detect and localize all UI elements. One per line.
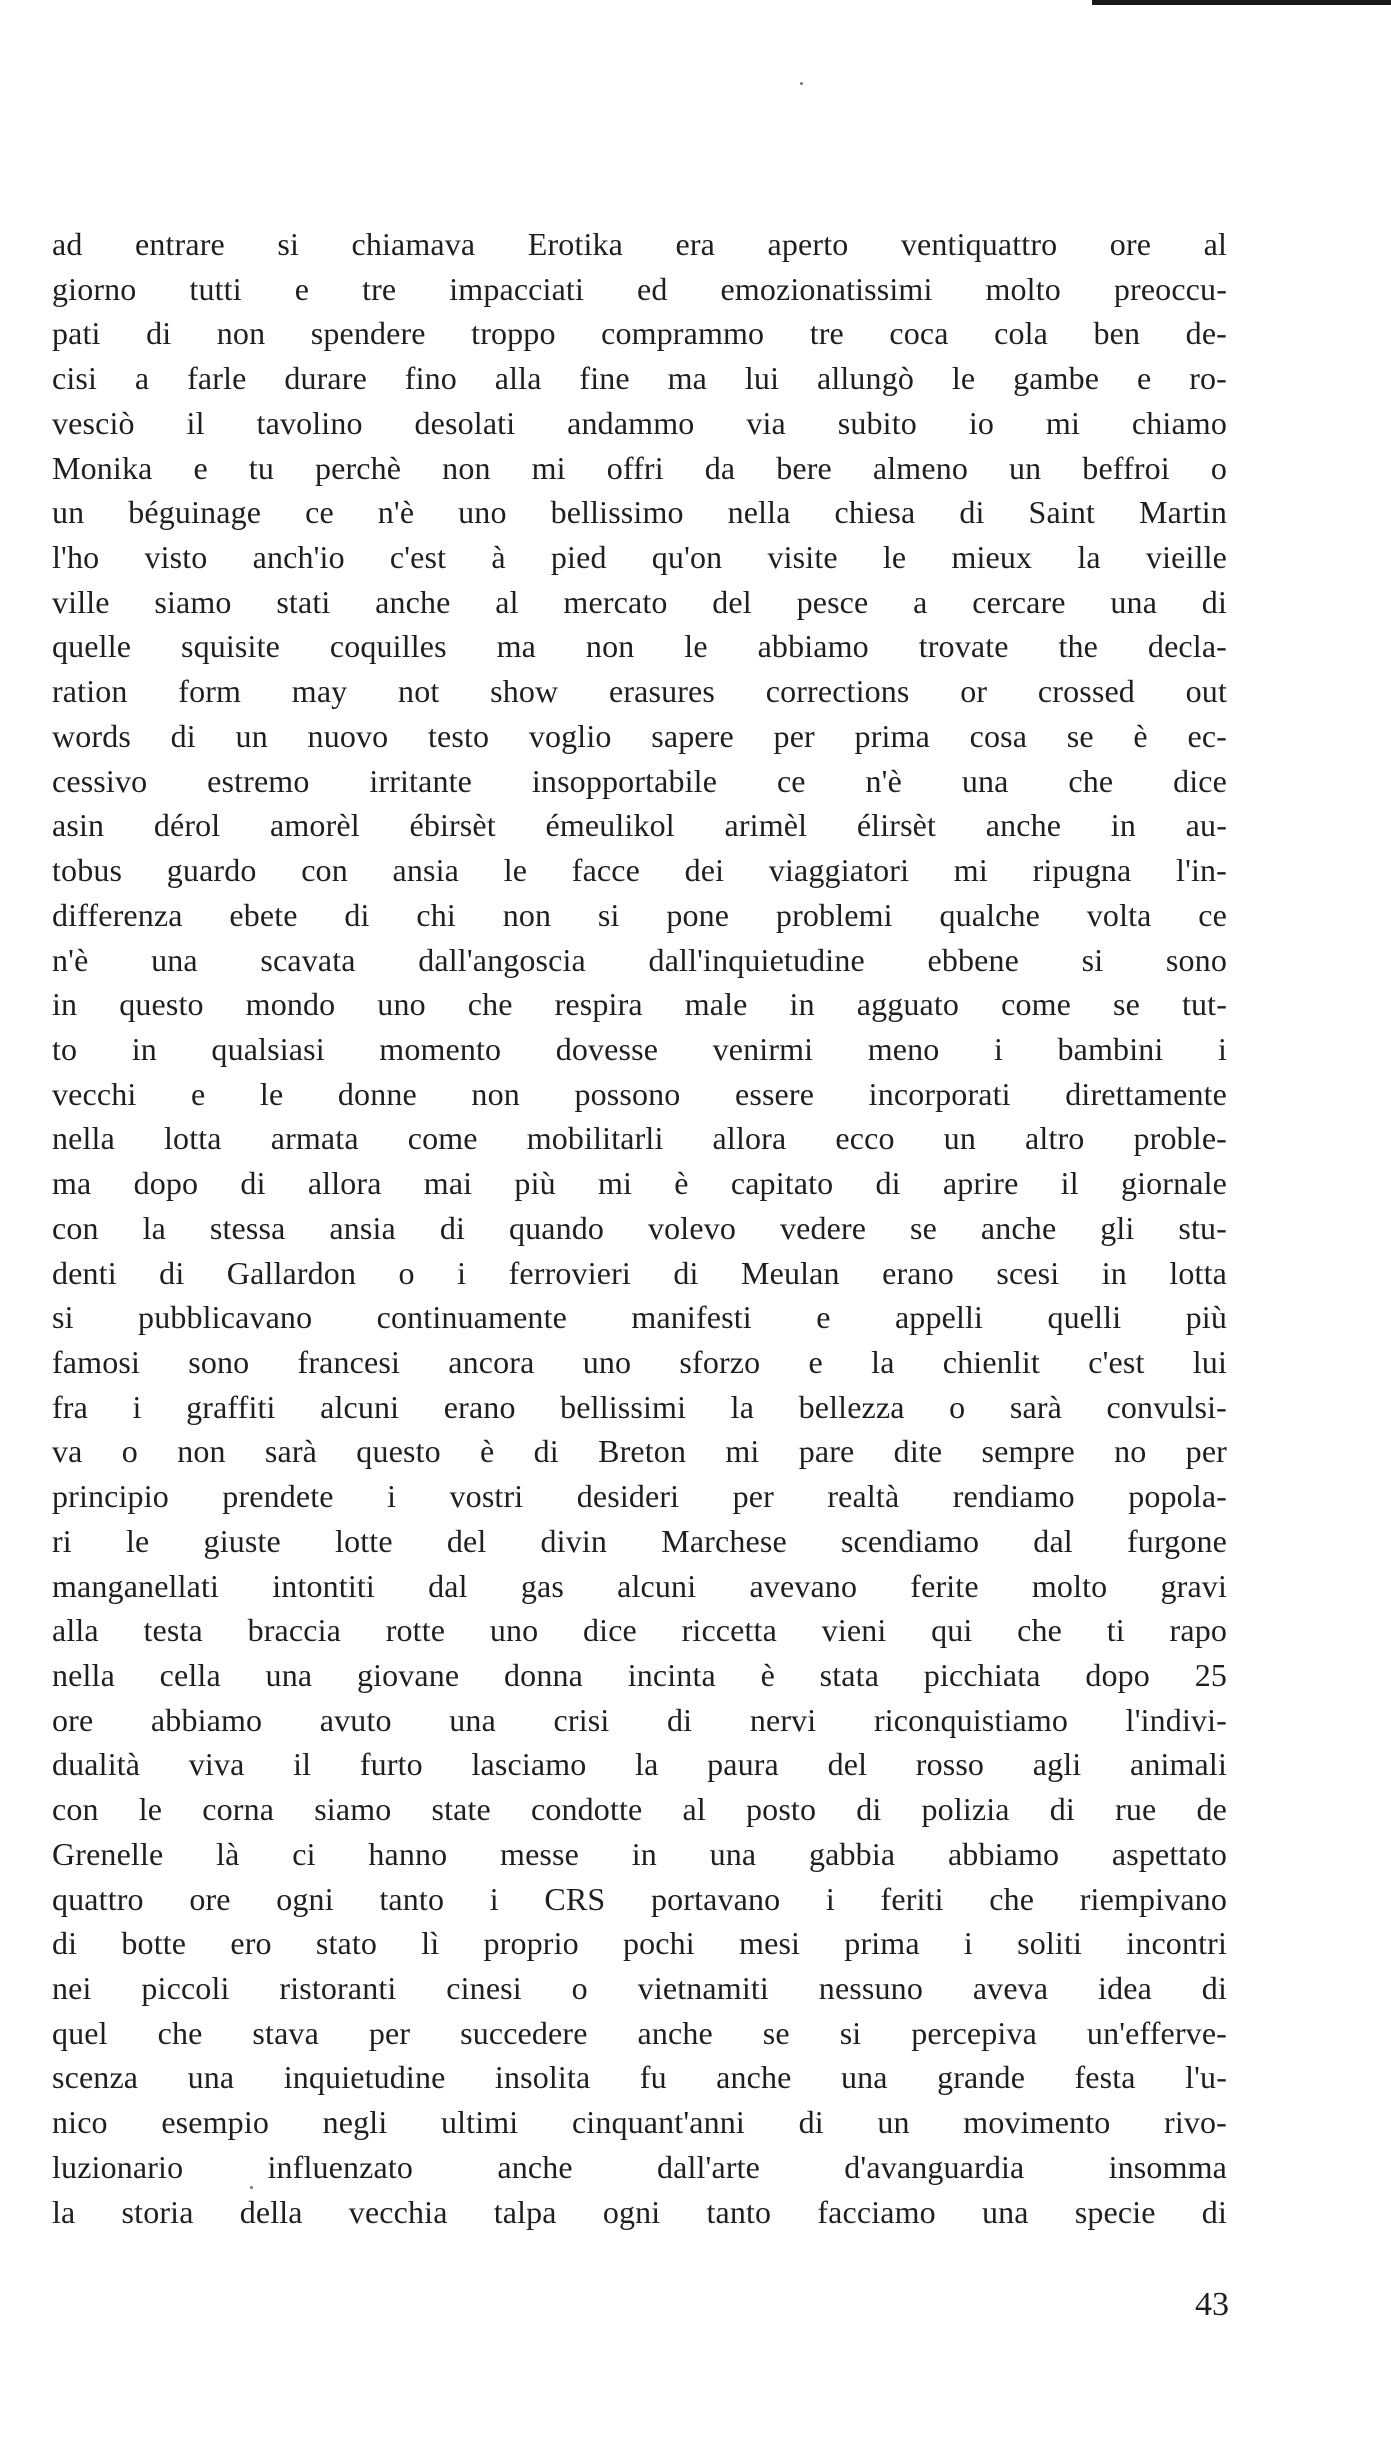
text-line: va o non sarà questo è di Breton mi pare dite sempre no per <box>52 1433 1227 1470</box>
text-line: Monika e tu perchè non mi offri da bere almeno un beffroi o <box>52 449 1227 486</box>
text-line: pati di non spendere troppo comprammo tre coca cola ben de- <box>52 315 1227 352</box>
text-line: ad entrare si chiamava Erotika era aperto ventiquattro ore al <box>52 226 1227 262</box>
text-line: denti di Gallardon o i ferrovieri di Meulan erano scesi in lotta <box>52 1254 1227 1291</box>
text-line: ration form may not show erasures corrections or crossed out <box>52 673 1227 710</box>
text-line: con le corna siamo state condotte al posto di polizia di rue de <box>52 1791 1227 1828</box>
text-line: quelle squisite coquilles ma non le abbiamo trovate the decla- <box>52 628 1227 665</box>
text-line: si pubblicavano continuamente manifesti e appelli quelli più <box>52 1299 1227 1336</box>
top-edge-rule <box>1092 0 1391 5</box>
text-line: vecchi e le donne non possono essere incorporati direttamente <box>52 1075 1227 1112</box>
text-line: scenza una inquietudine insolita fu anche una grande festa l'u- <box>52 2059 1227 2096</box>
text-line: nico esempio negli ultimi cinquant'anni di un movimento rivo- <box>52 2104 1227 2141</box>
text-line: tobus guardo con ansia le facce dei viaggiatori mi ripugna l'in- <box>52 852 1227 889</box>
text-line: ma dopo di allora mai più mi è capitato di aprire il giornale <box>52 1165 1227 1202</box>
text-line: luzionario influenzato anche dall'arte d'avanguardia insomma <box>52 2148 1227 2185</box>
text-line: quattro ore ogni tanto i CRS portavano i feriti che riempivano <box>52 1880 1227 1917</box>
text-line: nella cella una giovane donna incinta è stata picchiata dopo 25 <box>52 1657 1227 1693</box>
text-line: asin dérol amorèl ébirsèt émeulikol arimèl élirsèt anche in au- <box>52 807 1227 844</box>
text-line: ville siamo stati anche al mercato del pesce a cercare una di <box>52 583 1227 620</box>
text-line: un béguinage ce n'è uno bellissimo nella chiesa di Saint Martin <box>52 494 1227 531</box>
text-line: words di un nuovo testo voglio sapere per prima cosa se è ec- <box>52 717 1227 754</box>
text-line: dualità viva il furto lasciamo la paura del rosso agli animali <box>52 1746 1227 1783</box>
page-number: 43 <box>1195 2286 1229 2323</box>
text-line: nei piccoli ristoranti cinesi o vietnamiti nessuno aveva idea di <box>52 1970 1227 2007</box>
text-line: ore abbiamo avuto una crisi di nervi riconquistiamo l'indivi- <box>52 1701 1227 1738</box>
text-line: alla testa braccia rotte uno dice riccetta vieni qui che ti rapo <box>52 1612 1227 1649</box>
text-line: in questo mondo uno che respira male in agguato come se tut- <box>52 986 1227 1023</box>
print-speck <box>800 82 803 85</box>
text-line: di botte ero stato lì proprio pochi mesi prima i soliti incontri <box>52 1925 1227 1962</box>
text-line: Grenelle là ci hanno messe in una gabbia abbiamo aspettato <box>52 1835 1227 1872</box>
text-line: fra i graffiti alcuni erano bellissimi la bellezza o sarà convulsi- <box>52 1388 1227 1425</box>
text-line: giorno tutti e tre impacciati ed emozionatissimi molto preoccu- <box>52 270 1227 307</box>
text-line: quel che stava per succedere anche se si percepiva un'efferve- <box>52 2014 1227 2051</box>
text-line: nella lotta armata come mobilitarli allora ecco un altro proble- <box>52 1120 1227 1157</box>
text-line: manganellati intontiti dal gas alcuni avevano ferite molto gravi <box>52 1567 1227 1604</box>
text-line: l'ho visto anch'io c'est à pied qu'on visite le mieux la vieille <box>52 539 1227 576</box>
text-line: cessivo estremo irritante insopportabile ce n'è una che dice <box>52 762 1227 799</box>
text-line: vesciò il tavolino desolati andammo via subito io mi chiamo <box>52 404 1227 441</box>
text-line: la storia della vecchia talpa ogni tanto facciamo una specie di <box>52 2193 1227 2230</box>
body-text <box>52 222 1227 2234</box>
text-line: principio prendete i vostri desideri per realtà rendiamo popola- <box>52 1478 1227 1515</box>
text-line: ri le giuste lotte del divin Marchese scendiamo dal furgone <box>52 1522 1227 1559</box>
text-line: n'è una scavata dall'angoscia dall'inquietudine ebbene si sono <box>52 941 1227 978</box>
text-line: cisi a farle durare fino alla fine ma lui allungò le gambe e ro- <box>52 360 1227 397</box>
text-line: con la stessa ansia di quando volevo vedere se anche gli stu- <box>52 1209 1227 1246</box>
text-line: famosi sono francesi ancora uno sforzo e la chienlit c'est lui <box>52 1343 1227 1380</box>
text-line: differenza ebete di chi non si pone problemi qualche volta ce <box>52 896 1227 933</box>
text-line: to in qualsiasi momento dovesse venirmi meno i bambini i <box>52 1030 1227 1067</box>
